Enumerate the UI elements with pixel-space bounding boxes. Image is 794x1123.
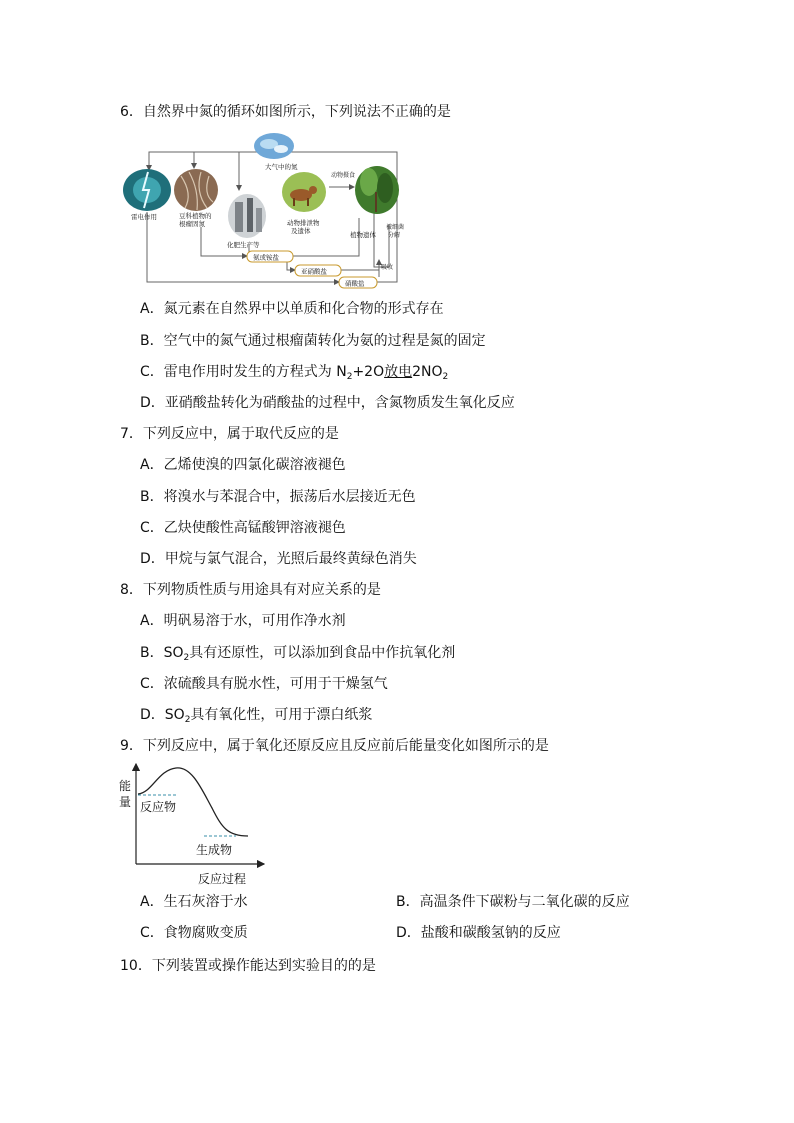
- atmosphere-image: [254, 133, 294, 159]
- q9-option-a: A．生石灰溶于水: [140, 894, 248, 910]
- q9-stem: 9．下列反应中，属于氧化还原反应且反应前后能量变化如图所示的是: [120, 738, 549, 754]
- q7-option-a: A．乙烯使溴的四氯化碳溶液褪色: [140, 457, 346, 473]
- q9-option-c: C．食物腐败变质: [140, 925, 248, 941]
- svg-text:雷电作用: 雷电作用: [131, 213, 157, 221]
- q7-option-b: B．将溴水与苯混合中，振荡后水层接近无色: [140, 489, 416, 505]
- svg-text:植物遗体: 植物遗体: [350, 231, 376, 239]
- svg-text:动物排泄物: 动物排泄物: [287, 219, 320, 227]
- reactant-label: 反应物: [140, 800, 177, 814]
- q6-option-b: B．空气中的氮气通过根瘤菌转化为氨的过程是氮的固定: [140, 333, 486, 349]
- lightning-image: [123, 169, 171, 211]
- svg-text:分解: 分解: [388, 232, 401, 239]
- svg-text:动物摄食: 动物摄食: [331, 172, 356, 179]
- svg-text:根瘤固氮: 根瘤固氮: [179, 220, 205, 228]
- q6-stem: 6．自然界中氮的循环如图所示，下列说法不正确的是: [120, 104, 451, 120]
- q6-option-d: D．亚硝酸盐转化为硝酸盐的过程中，含氮物质发生氧化反应: [140, 395, 515, 411]
- svg-text:及遗体: 及遗体: [291, 227, 311, 235]
- q8-option-a: A．明矾易溶于水，可用作净水剂: [140, 613, 346, 629]
- q7-option-c: C．乙炔使酸性高锰酸钾溶液褪色: [140, 520, 346, 536]
- y-label-2: 量: [119, 795, 132, 809]
- product-label: 生成物: [196, 843, 233, 857]
- q7-option-d: D．甲烷与氯气混合，光照后最终黄绿色消失: [140, 551, 417, 567]
- q9-option-b: B．高温条件下碳粉与二氧化碳的反应: [396, 894, 630, 910]
- svg-text:化肥生产等: 化肥生产等: [227, 241, 260, 249]
- x-label: 反应过程: [198, 872, 247, 886]
- nitrite-box: 亚硝酸盐: [301, 267, 327, 276]
- energy-diagram: [118, 760, 278, 888]
- nitrogen-cycle-diagram: [119, 132, 409, 290]
- q10-stem: 10．下列装置或操作能达到实验目的的是: [120, 958, 376, 974]
- svg-text:被细菌: 被细菌: [386, 224, 405, 231]
- animal-image: [282, 172, 326, 212]
- q9-option-d: D．盐酸和碳酸氢钠的反应: [396, 925, 561, 941]
- q8-option-b: B．$SO_2$具有还原性，可以添加到食品中作抗氧化剂: [140, 645, 456, 663]
- svg-text:豆科植物的: 豆科植物的: [179, 212, 212, 220]
- y-label-1: 能: [119, 779, 132, 793]
- svg-text:大气中的氮: 大气中的氮: [265, 163, 298, 171]
- q7-stem: 7．下列反应中，属于取代反应的是: [120, 426, 339, 442]
- svg-text:吸收: 吸收: [381, 264, 394, 271]
- q6-option-a: A．氮元素在自然界中以单质和化合物的形式存在: [140, 301, 444, 317]
- nitrate-box: 硝酸盐: [345, 279, 365, 288]
- q8-stem: 8．下列物质性质与用途具有对应关系的是: [120, 582, 381, 598]
- ammonium-box: 氨或铵盐: [253, 253, 279, 262]
- q8-option-d: D．$SO_2$具有氧化性，可用于漂白纸浆: [140, 707, 373, 725]
- forest-image: [355, 166, 399, 214]
- q6-option-c: C．雷电作用时发生的方程式为 $N_2+2O$放电$2NO_2$: [140, 364, 449, 382]
- legume-root-image: [174, 169, 218, 211]
- factory-image: [228, 194, 266, 238]
- q8-option-c: C．浓硫酸具有脱水性，可用于干燥氢气: [140, 676, 388, 692]
